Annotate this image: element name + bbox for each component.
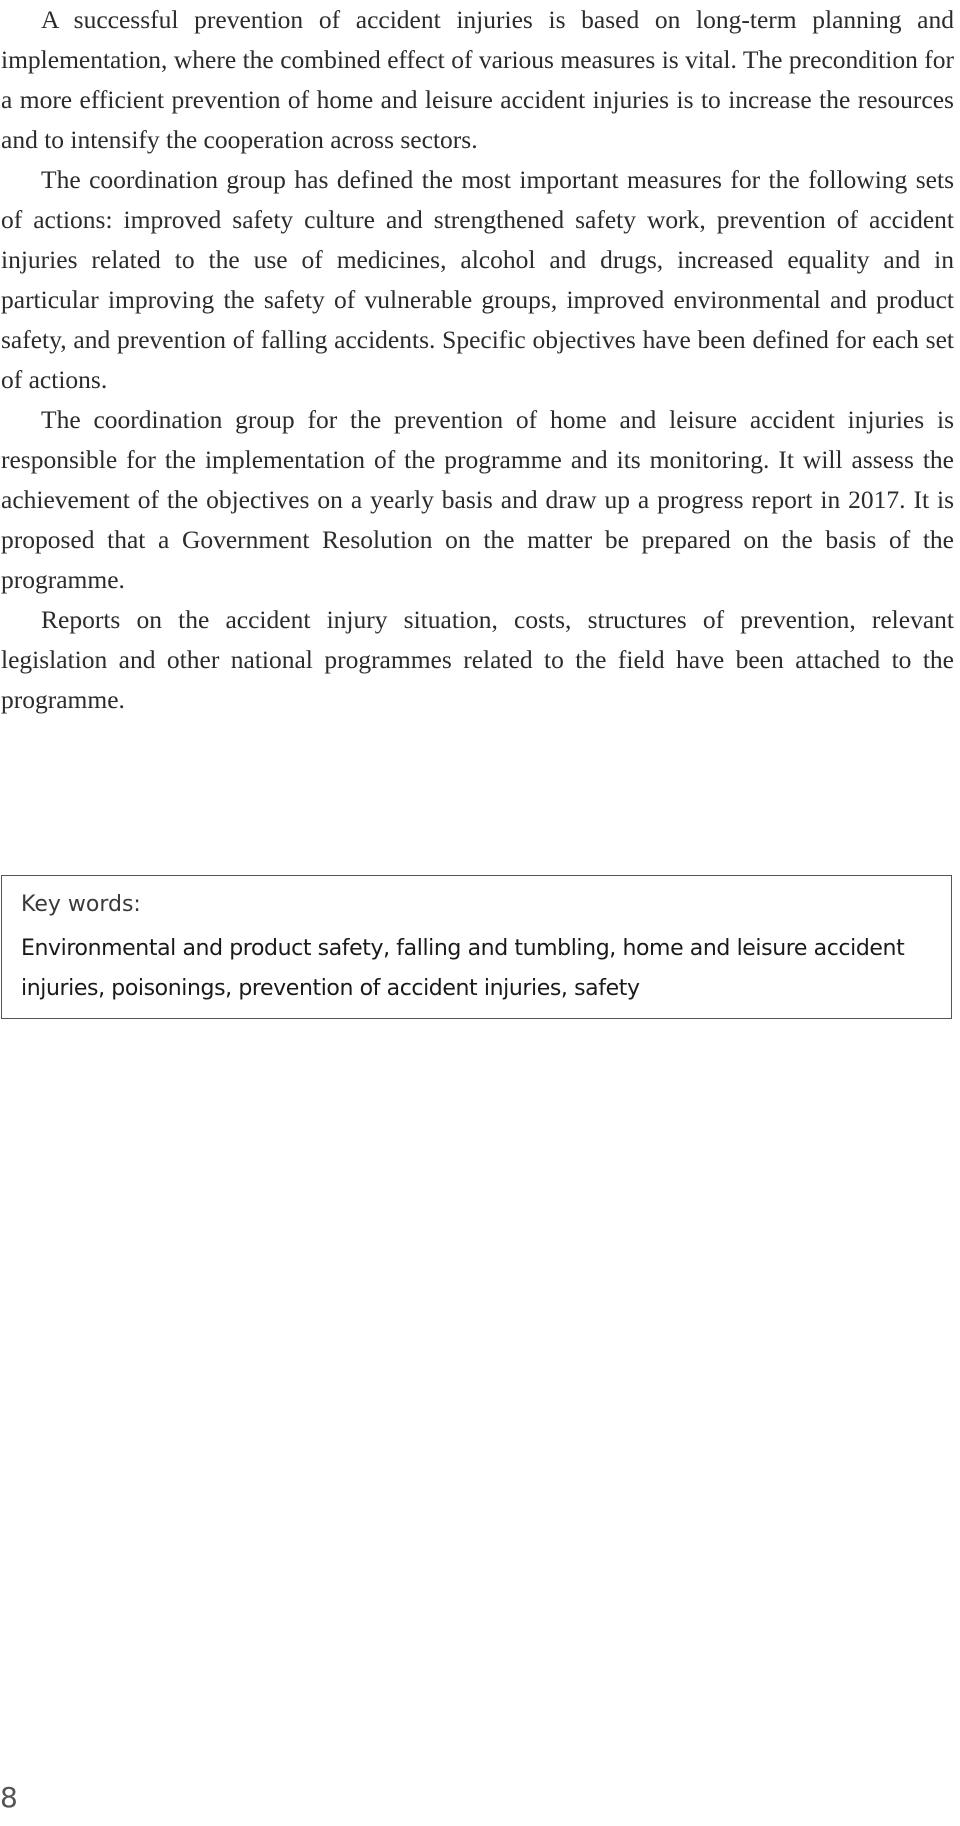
keywords-label: Key words:: [21, 892, 141, 917]
keywords-box: [1, 875, 952, 1019]
paragraph-4: Reports on the accident injury situation, costs, structures of prevention, relevant legislation and other national programmes related to the field have been attached to the programme.: [1, 605, 954, 714]
body-text: [1, 0, 954, 720]
paragraph-2: The coordination group has defined the most important measures for the following sets of actions: improved safety culture and strengthened safety work, prevention of accident injuries related to the use of medicines, alcohol and drugs, increased equality and in particular improving the safety of vulnerable groups, improved environmental and product safety, and prevention of falling accidents. Specific objectives have been defined for each set of actions.: [1, 165, 954, 394]
paragraph-3: The coordination group for the prevention of home and leisure accident injuries is responsible for the implementation of the programme and its monitoring. It will assess the achievement of the objectives on a yearly basis and draw up a progress report in 2017. It is proposed that a Government Resolution on the matter be prepared on the basis of the programme.: [1, 405, 954, 594]
page-number: 8: [0, 1781, 18, 1814]
keywords-text: Environmental and product safety, falling and tumbling, home and leisure accident injuries, poisonings, prevention of accident injuries, safety: [21, 936, 905, 1001]
paragraph-1: A successful prevention of accident injuries is based on long-term planning and implementation, where the combined effect of various measures is vital. The precondition for a more efficient prevention of home and leisure accident injuries is to increase the resources and to intensify the cooperation across sectors.: [1, 5, 954, 154]
